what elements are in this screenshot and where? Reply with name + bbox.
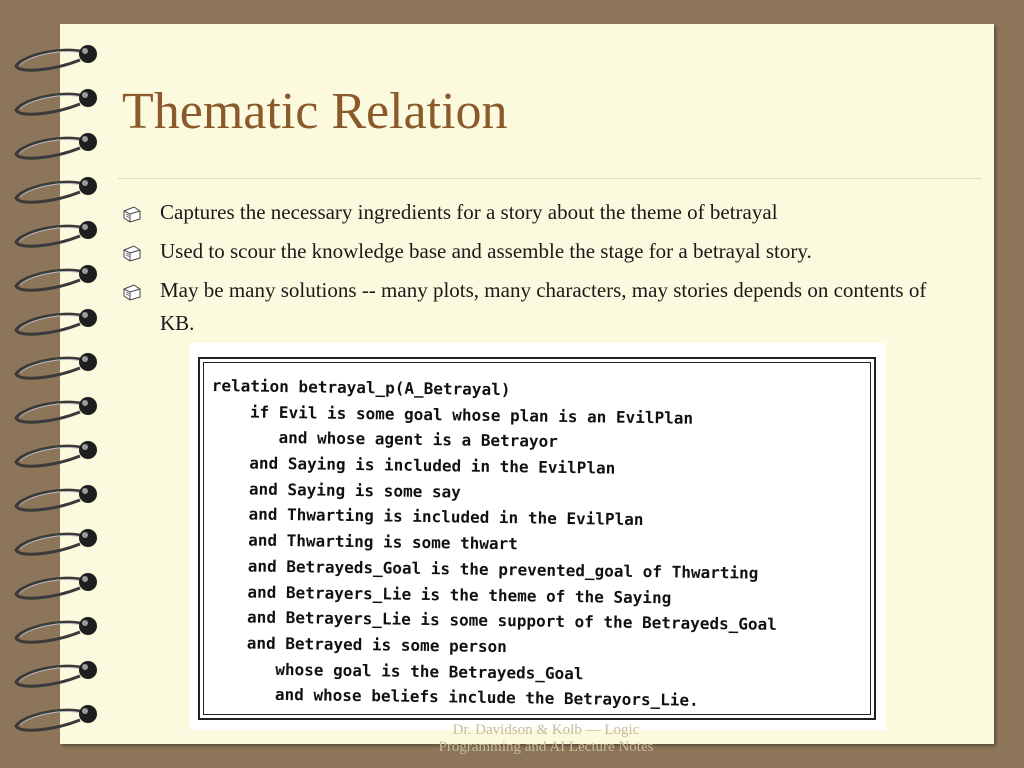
binding-hole-shine bbox=[82, 92, 88, 98]
code-line: and Betrayed is some person bbox=[208, 632, 507, 657]
binding-hole-shine bbox=[82, 180, 88, 186]
binding-hole bbox=[79, 617, 97, 635]
binding-hole bbox=[79, 309, 97, 327]
binding-hole-shine bbox=[82, 576, 88, 582]
footer-line: Programming and AI Lecture Notes bbox=[438, 739, 654, 755]
binding-hole-shine bbox=[82, 268, 88, 274]
binding-hole bbox=[79, 265, 97, 283]
slide-title: Thematic Relation bbox=[122, 83, 508, 140]
code-line: and whose agent is a Betrayor bbox=[210, 427, 558, 452]
notepad-icon bbox=[122, 205, 142, 223]
binding-hole bbox=[79, 529, 97, 547]
bullet-text: May be many solutions -- many plots, many characters, may stories depends on contents of KB. bbox=[160, 278, 927, 335]
spiral-binding bbox=[0, 0, 110, 768]
binding-hole-shine bbox=[82, 532, 88, 538]
code-line: and Betrayers_Lie is some support of the Betrayeds_Goal bbox=[208, 607, 778, 635]
binding-hole-shine bbox=[82, 48, 88, 54]
code-line: and Saying is included in the EvilPlan bbox=[210, 453, 616, 478]
code-line: and Saying is some say bbox=[210, 478, 461, 502]
binding-hole bbox=[79, 89, 97, 107]
code-line: and Thwarting is some thwart bbox=[209, 530, 519, 554]
binding-hole bbox=[79, 221, 97, 239]
code-line: and Betrayers_Lie is the theme of the Saying bbox=[208, 581, 672, 607]
bullet-item bbox=[122, 235, 962, 268]
notepad-icon bbox=[122, 244, 142, 262]
binding-hole-shine bbox=[82, 664, 88, 670]
binding-hole bbox=[79, 485, 97, 503]
bullet-text: Captures the necessary ingredients for a story about the theme of betrayal bbox=[160, 200, 778, 224]
code-line: and Thwarting is included in the EvilPlan bbox=[209, 504, 644, 530]
binding-hole bbox=[79, 45, 97, 63]
binding-hole-shine bbox=[82, 136, 88, 142]
code-line: and Betrayeds_Goal is the prevented_goal of Thwarting bbox=[209, 555, 759, 583]
title-divider bbox=[118, 178, 982, 179]
binding-hole bbox=[79, 705, 97, 723]
binding-hole-shine bbox=[82, 400, 88, 406]
binding-hole-shine bbox=[82, 708, 88, 714]
binding-hole-shine bbox=[82, 356, 88, 362]
binding-hole bbox=[79, 397, 97, 415]
code-line: whose goal is the Betrayeds_Goal bbox=[207, 658, 584, 683]
bullet-item bbox=[122, 274, 962, 340]
binding-hole-shine bbox=[82, 444, 88, 450]
binding-hole bbox=[79, 177, 97, 195]
code-line: if Evil is some goal whose plan is an EvilPlan bbox=[211, 401, 694, 428]
binding-hole-shine bbox=[82, 312, 88, 318]
code-listing bbox=[207, 373, 780, 715]
code-figure bbox=[190, 343, 886, 730]
binding-hole-shine bbox=[82, 620, 88, 626]
binding-hole bbox=[79, 441, 97, 459]
slide-footer bbox=[386, 722, 706, 756]
binding-hole-shine bbox=[82, 224, 88, 230]
binding-hole-shine bbox=[82, 488, 88, 494]
bullet-text: Used to scour the knowledge base and assemble the stage for a betrayal story. bbox=[160, 239, 812, 263]
footer-line: Dr. Davidson & Kolb — Logic bbox=[452, 722, 640, 738]
binding-hole bbox=[79, 573, 97, 591]
binding-hole bbox=[79, 661, 97, 679]
code-line: and whose beliefs include the Betrayors_Lie. bbox=[207, 684, 699, 711]
binding-hole bbox=[79, 353, 97, 371]
binding-hole bbox=[79, 133, 97, 151]
notepad-icon bbox=[122, 283, 142, 301]
bullet-list bbox=[122, 196, 962, 346]
code-line: relation betrayal_p(A_Betrayal) bbox=[211, 375, 511, 400]
bullet-item bbox=[122, 196, 962, 229]
